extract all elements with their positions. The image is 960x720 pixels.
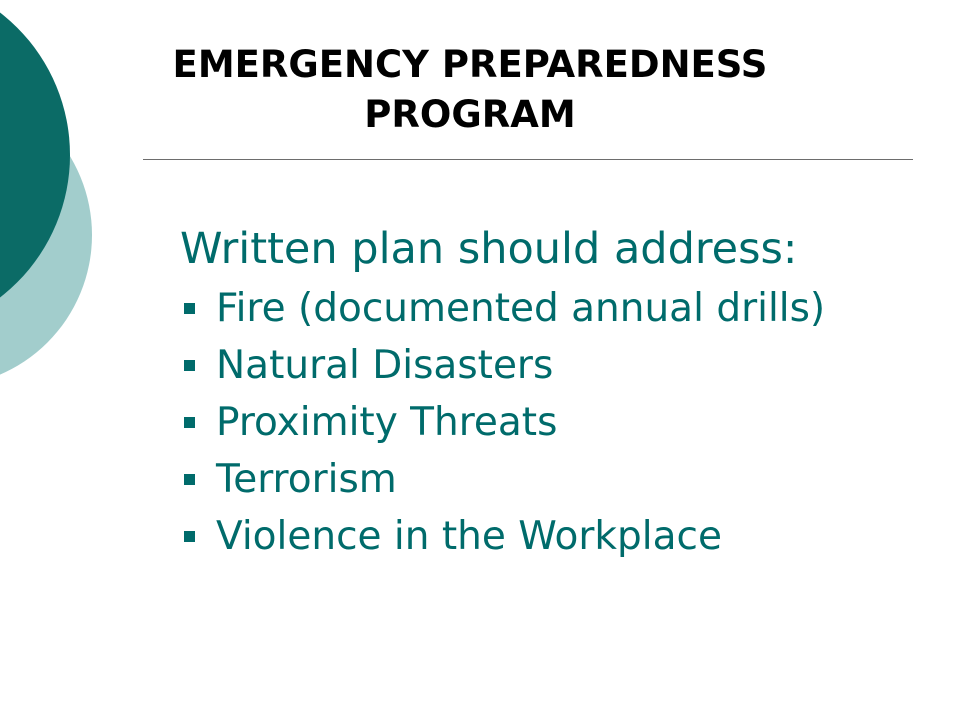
square-bullet-icon bbox=[184, 303, 195, 314]
intro-text: Written plan should address: bbox=[180, 224, 798, 274]
square-bullet-icon bbox=[184, 360, 195, 371]
bullet-text: Natural Disasters bbox=[216, 343, 554, 388]
list-item bbox=[180, 508, 940, 565]
list-item bbox=[180, 451, 940, 508]
bullet-text: Fire (documented annual drills) bbox=[216, 286, 826, 331]
bullet-list bbox=[180, 280, 940, 565]
bullet-text: Terrorism bbox=[216, 457, 397, 502]
square-bullet-icon bbox=[184, 417, 195, 428]
slide-title bbox=[100, 40, 840, 140]
title-line-2: PROGRAM bbox=[364, 93, 576, 136]
title-line-1: EMERGENCY PREPAREDNESS bbox=[172, 43, 768, 86]
slide-body bbox=[180, 218, 940, 565]
list-item bbox=[180, 337, 940, 394]
bullet-text: Proximity Threats bbox=[216, 400, 558, 445]
square-bullet-icon bbox=[184, 474, 195, 485]
square-bullet-icon bbox=[184, 531, 195, 542]
list-item bbox=[180, 394, 940, 451]
title-divider bbox=[143, 159, 913, 160]
list-item bbox=[180, 280, 940, 337]
bullet-text: Violence in the Workplace bbox=[216, 514, 722, 559]
